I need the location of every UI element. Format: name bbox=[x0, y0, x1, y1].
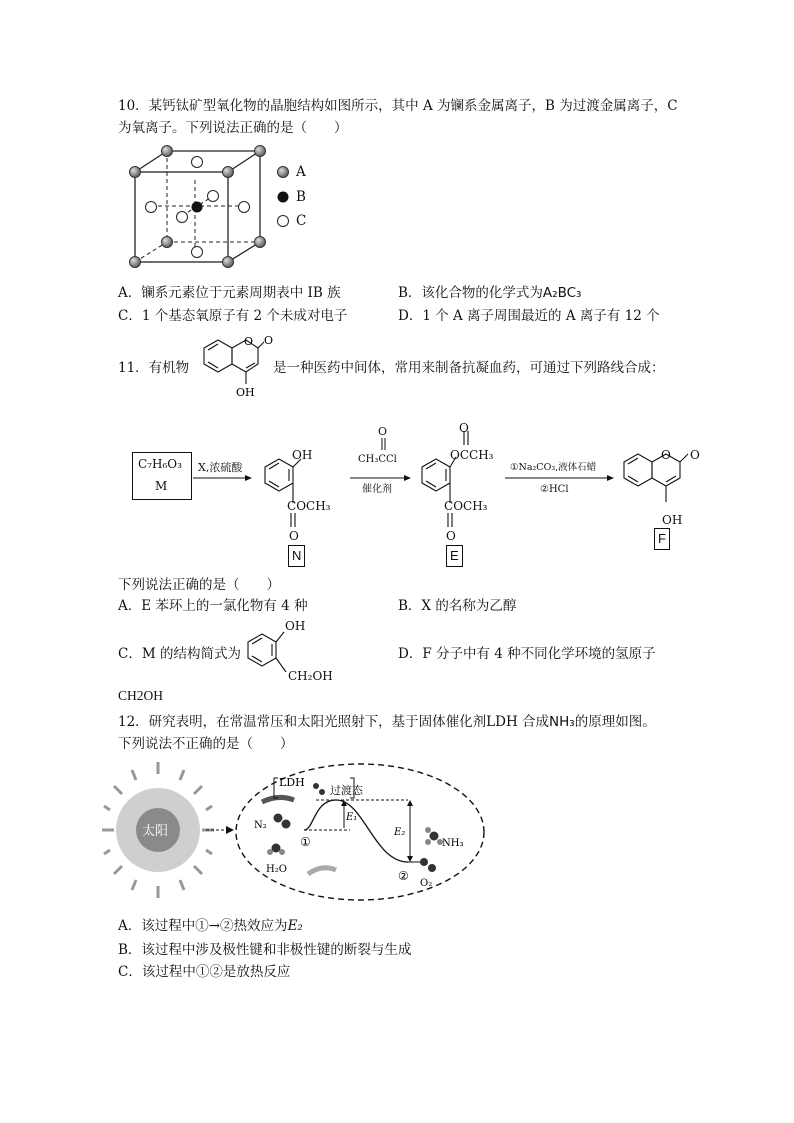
q10-stem-line1: 10．某钙钛矿型氧化物的晶胞结构如图所示，其中 A 为镧系金属离子，B 为过渡金属离子，C bbox=[118, 98, 678, 114]
ion-a bbox=[223, 167, 234, 178]
svg-text:OH: OH bbox=[236, 386, 255, 399]
svg-text:①: ① bbox=[300, 835, 311, 849]
q12-stem-line1: 12．研究表明，在常温常压和太阳光照射下，基于固体催化剂LDH 合成NH₃的原理如图。 bbox=[118, 714, 656, 730]
n-cooch3: COCH₃ bbox=[287, 499, 331, 513]
label-n: N bbox=[288, 545, 305, 567]
q10-option-d: D．1 个 A 离子周围最近的 A 离子有 12 个 bbox=[398, 308, 660, 324]
e-o-bottom: O bbox=[446, 529, 456, 543]
ion-a bbox=[162, 237, 173, 248]
q10-option-c: C．1 个基态氧原子有 2 个未成对电子 bbox=[118, 308, 348, 324]
e-o-top: O bbox=[459, 421, 469, 435]
label-f: F bbox=[654, 528, 670, 550]
n-oh: OH bbox=[292, 448, 313, 462]
q11-option-b: B．X 的名称为乙醇 bbox=[398, 598, 517, 614]
ion-c bbox=[192, 247, 203, 258]
label-e: E bbox=[446, 545, 463, 567]
svg-text:LDH: LDH bbox=[279, 776, 305, 789]
svg-text:O₂: O₂ bbox=[420, 878, 433, 889]
ion-a bbox=[255, 146, 266, 157]
q12-option-b: B．该过程中涉及极性键和非极性键的断裂与生成 bbox=[118, 942, 412, 958]
n-o: O bbox=[289, 529, 299, 543]
svg-text:过渡态: 过渡态 bbox=[330, 784, 363, 797]
svg-text:O: O bbox=[264, 334, 274, 347]
ion-c bbox=[208, 191, 219, 202]
ion-a bbox=[223, 257, 234, 268]
catalyst-icon bbox=[308, 868, 336, 874]
svg-text:太阳: 太阳 bbox=[142, 824, 169, 839]
step2-reagent: CH₃CCl bbox=[358, 454, 397, 465]
ion-a bbox=[255, 237, 266, 248]
step2-catalyst: 催化剂 bbox=[362, 484, 392, 495]
q11-stem-suffix: 是一种医药中间体，常用来制备抗凝血药，可通过下列路线合成： bbox=[273, 360, 665, 376]
f-oh: OH bbox=[662, 513, 683, 527]
step1-reagent: X,浓硫酸 bbox=[198, 461, 243, 474]
e-occh3: OCCH₃ bbox=[450, 448, 494, 462]
m-ch2oh: CH₂OH bbox=[288, 669, 333, 683]
svg-text:O: O bbox=[244, 335, 254, 348]
q11-question: 下列说法正确的是（ ） bbox=[118, 577, 280, 593]
ion-c bbox=[192, 157, 203, 168]
ion-a bbox=[130, 167, 141, 178]
structure-f-inline bbox=[192, 334, 272, 406]
svg-text:H₂O: H₂O bbox=[266, 864, 287, 875]
e-cooch3: COCH₃ bbox=[444, 499, 488, 513]
legend-b: B bbox=[296, 189, 306, 205]
svg-text:NH₃: NH₃ bbox=[442, 838, 464, 849]
q11-option-a: A．E 苯环上的一氯化物有 4 种 bbox=[118, 598, 308, 614]
ion-c bbox=[177, 212, 188, 223]
ion-legend bbox=[275, 164, 295, 229]
svg-text:E₂: E₂ bbox=[394, 827, 406, 838]
legend-a: A bbox=[296, 164, 306, 180]
transition-molecule-icon bbox=[313, 783, 319, 789]
q11-option-c: C．M 的结构简式为 bbox=[118, 646, 241, 662]
svg-text:N₂: N₂ bbox=[254, 820, 267, 831]
f-o-carbonyl: O bbox=[690, 448, 700, 462]
ion-b bbox=[192, 202, 203, 213]
q12-option-c: C．该过程中①②是放热反应 bbox=[118, 964, 291, 980]
ion-c bbox=[146, 202, 157, 213]
ion-a bbox=[162, 146, 173, 157]
svg-text:②: ② bbox=[398, 869, 409, 883]
compound-m-formula: C₇H₆O₃ bbox=[138, 457, 182, 471]
f-o-ring: O bbox=[661, 448, 671, 462]
q11-stem-prefix: 11．有机物 bbox=[118, 360, 190, 376]
compound-m-label: M bbox=[155, 479, 168, 493]
q10-option-a: A．镧系元素位于元素周期表中 IB 族 bbox=[118, 285, 341, 301]
q12-stem-line2: 下列说法不正确的是（ ） bbox=[118, 736, 294, 752]
svg-text:E₁: E₁ bbox=[346, 812, 358, 823]
crystal-cell-diagram bbox=[125, 140, 385, 275]
step2-o: O bbox=[378, 425, 388, 438]
q12-option-a: A．该过程中①→②热效应为E₂ bbox=[118, 918, 303, 934]
q10-stem-line2: 为氧离子。下列说法正确的是（ ） bbox=[118, 120, 348, 136]
q11-option-d: D．F 分子中有 4 种不同化学环境的氢原子 bbox=[398, 646, 656, 662]
ion-c bbox=[239, 202, 250, 213]
m-oh: OH bbox=[285, 619, 306, 633]
step3-acid: ②HCl bbox=[540, 484, 569, 495]
step3-reagent: ①Na₂CO₃,液体石蜡 bbox=[510, 462, 597, 473]
n2-molecule-icon bbox=[274, 814, 283, 823]
ion-a bbox=[130, 257, 141, 268]
legend-c: C bbox=[296, 213, 307, 229]
nh3-molecule-icon bbox=[425, 827, 431, 833]
stray-ch2oh: CH2OH bbox=[118, 688, 164, 703]
reaction-mechanism-diagram bbox=[118, 760, 488, 910]
o2-molecule-icon bbox=[420, 858, 428, 866]
q10-option-b: B．该化合物的化学式为A₂BC₃ bbox=[398, 285, 582, 301]
